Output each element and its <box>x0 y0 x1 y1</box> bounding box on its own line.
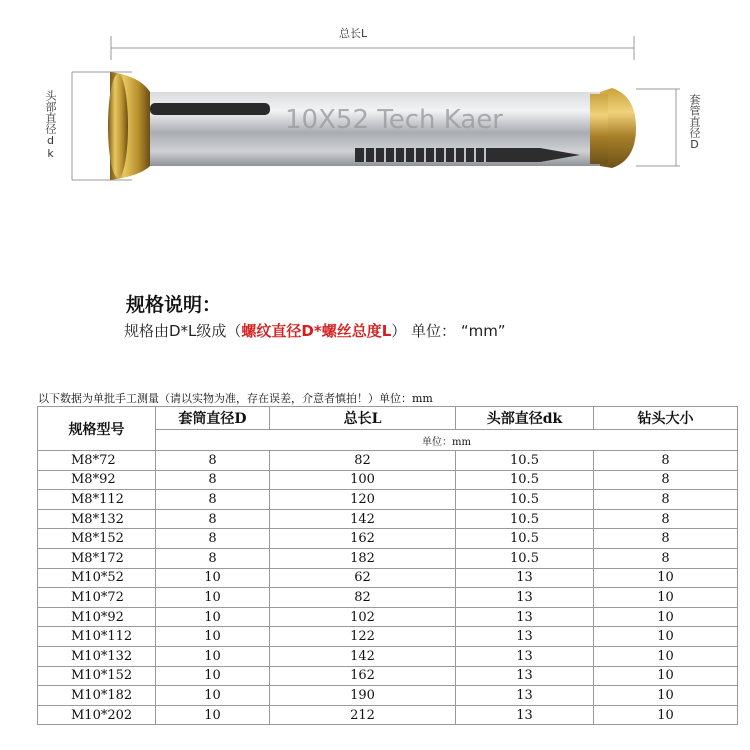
cell-model: M8*152 <box>38 529 156 549</box>
cell-total-length: 82 <box>270 588 456 608</box>
cell-head-diameter: 13 <box>456 705 594 725</box>
cell-drill-size: 10 <box>594 627 738 647</box>
cell-drill-size: 8 <box>594 529 738 549</box>
cell-total-length: 62 <box>270 568 456 588</box>
cell-head-diameter: 10.5 <box>456 490 594 510</box>
cell-model: M8*112 <box>38 490 156 510</box>
cell-total-length: 190 <box>270 686 456 706</box>
table-row <box>38 588 738 608</box>
cell-total-length: 100 <box>270 470 456 490</box>
cell-sleeve-diameter: 8 <box>156 451 270 471</box>
table-row <box>38 627 738 647</box>
cell-drill-size: 8 <box>594 509 738 529</box>
cell-sleeve-diameter: 8 <box>156 490 270 510</box>
spec-table <box>37 406 738 725</box>
spec-description <box>124 320 506 341</box>
table-row <box>38 686 738 706</box>
header-model: 规格型号 <box>38 407 156 451</box>
cell-total-length: 212 <box>270 705 456 725</box>
cell-head-diameter: 10.5 <box>456 548 594 568</box>
cell-head-diameter: 13 <box>456 646 594 666</box>
unit-row: 单位：mm <box>156 430 738 451</box>
cell-drill-size: 10 <box>594 705 738 725</box>
dimension-diagram <box>0 0 750 240</box>
measurement-note: 以下数据为单批手工测量（请以实物为准，存在误差，介意者慎拍！）单位：mm <box>38 392 433 405</box>
table-row <box>38 470 738 490</box>
header-sleeve-diameter: 套筒直径D <box>156 407 270 430</box>
cell-model: M10*182 <box>38 686 156 706</box>
total-length-label: 总长L <box>339 27 368 40</box>
cell-model: M10*152 <box>38 666 156 686</box>
table-row <box>38 705 738 725</box>
spec-desc-highlight: 螺纹直径D*螺丝总度L <box>241 322 392 340</box>
cell-drill-size: 8 <box>594 490 738 510</box>
cell-total-length: 142 <box>270 646 456 666</box>
sleeve-diameter-label <box>688 94 700 151</box>
cell-sleeve-diameter: 10 <box>156 666 270 686</box>
spec-desc-suffix: ） 单位： “mm” <box>391 322 506 340</box>
cell-head-diameter: 10.5 <box>456 509 594 529</box>
cell-sleeve-diameter: 10 <box>156 568 270 588</box>
table-row <box>38 529 738 549</box>
cell-total-length: 162 <box>270 666 456 686</box>
table-row <box>38 548 738 568</box>
cell-drill-size: 8 <box>594 470 738 490</box>
cell-drill-size: 8 <box>594 548 738 568</box>
header-drill-size: 钻头大小 <box>594 407 738 430</box>
table-body <box>38 451 738 725</box>
cell-head-diameter: 10.5 <box>456 451 594 471</box>
cell-head-diameter: 13 <box>456 568 594 588</box>
cell-model: M8*172 <box>38 548 156 568</box>
cell-total-length: 82 <box>270 451 456 471</box>
cell-model: M8*132 <box>38 509 156 529</box>
cell-sleeve-diameter: 8 <box>156 548 270 568</box>
cell-sleeve-diameter: 10 <box>156 686 270 706</box>
cell-sleeve-diameter: 10 <box>156 627 270 647</box>
cell-total-length: 102 <box>270 607 456 627</box>
cell-total-length: 120 <box>270 490 456 510</box>
header-total-length: 总长L <box>270 407 456 430</box>
cell-model: M10*132 <box>38 646 156 666</box>
table-row <box>38 646 738 666</box>
table-row <box>38 451 738 471</box>
table-row <box>38 490 738 510</box>
cell-head-diameter: 10.5 <box>456 529 594 549</box>
cell-total-length: 162 <box>270 529 456 549</box>
spec-title: 规格说明： <box>126 294 222 316</box>
cell-total-length: 122 <box>270 627 456 647</box>
cell-model: M10*72 <box>38 588 156 608</box>
cell-model: M10*92 <box>38 607 156 627</box>
cell-sleeve-diameter: 10 <box>156 588 270 608</box>
cell-model: M10*202 <box>38 705 156 725</box>
cell-head-diameter: 13 <box>456 666 594 686</box>
cell-drill-size: 8 <box>594 451 738 471</box>
sleeve-diameter-text: 套管直径D <box>688 94 701 151</box>
cell-model: M8*72 <box>38 451 156 471</box>
cell-head-diameter: 13 <box>456 588 594 608</box>
table-row <box>38 607 738 627</box>
cell-total-length: 142 <box>270 509 456 529</box>
cell-drill-size: 10 <box>594 686 738 706</box>
spec-desc-prefix: 规格由D*L级成（ <box>124 322 242 340</box>
cell-sleeve-diameter: 8 <box>156 529 270 549</box>
table-row <box>38 568 738 588</box>
bolt-marking: 10X52 Tech Kaer <box>285 105 503 135</box>
cell-sleeve-diameter: 8 <box>156 509 270 529</box>
cell-head-diameter: 13 <box>456 627 594 647</box>
table-row <box>38 509 738 529</box>
head-diameter-label <box>44 90 56 160</box>
cell-total-length: 182 <box>270 548 456 568</box>
cell-head-diameter: 10.5 <box>456 470 594 490</box>
cell-head-diameter: 13 <box>456 607 594 627</box>
cell-model: M8*92 <box>38 470 156 490</box>
bolt-illustration <box>0 0 750 240</box>
cell-drill-size: 10 <box>594 568 738 588</box>
header-head-diameter: 头部直径dk <box>456 407 594 430</box>
cell-sleeve-diameter: 8 <box>156 470 270 490</box>
cell-model: M10*52 <box>38 568 156 588</box>
cell-drill-size: 10 <box>594 646 738 666</box>
cell-sleeve-diameter: 10 <box>156 607 270 627</box>
head-diameter-text: 头部直径dk <box>44 90 57 160</box>
table-row <box>38 666 738 686</box>
cell-drill-size: 10 <box>594 607 738 627</box>
cell-sleeve-diameter: 10 <box>156 646 270 666</box>
cell-drill-size: 10 <box>594 666 738 686</box>
cell-drill-size: 10 <box>594 588 738 608</box>
cell-head-diameter: 13 <box>456 686 594 706</box>
cell-model: M10*112 <box>38 627 156 647</box>
cell-sleeve-diameter: 10 <box>156 705 270 725</box>
